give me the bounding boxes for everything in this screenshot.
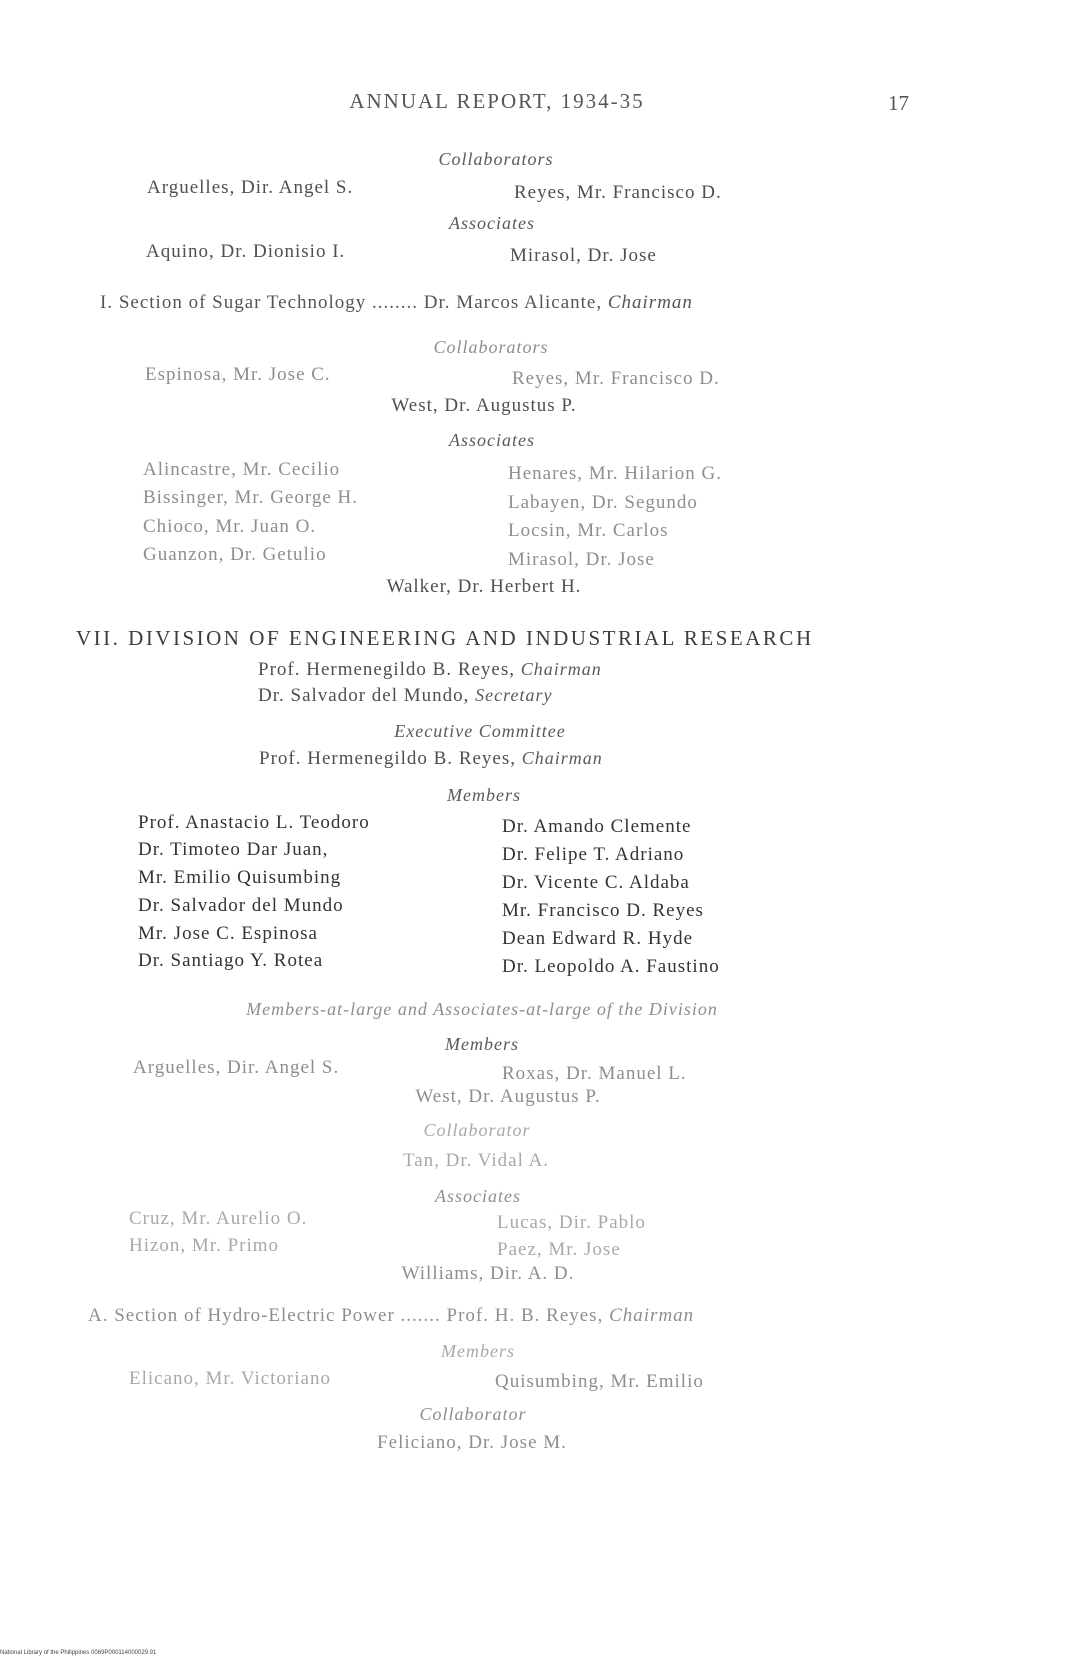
member-left: Dr. Timoteo Dar Juan, bbox=[138, 839, 329, 860]
name-centered: West, Dr. Augustus P. bbox=[415, 1086, 601, 1107]
name-right: Paez, Mr. Jose bbox=[497, 1239, 621, 1260]
officer-name: Prof. Hermenegildo B. Reyes, bbox=[258, 659, 516, 680]
officer-title: Chairman bbox=[520, 659, 602, 679]
chairman-label: Chairman bbox=[609, 1305, 695, 1326]
name-right: Mirasol, Dr. Jose bbox=[510, 245, 657, 266]
subheading-members: Members bbox=[441, 1341, 515, 1361]
name-left: Guanzon, Dr. Getulio bbox=[143, 544, 327, 565]
name-centered: Feliciano, Dr. Jose M. bbox=[377, 1432, 567, 1453]
running-header: ANNUAL REPORT, 1934-35 bbox=[349, 89, 645, 113]
name-left: Cruz, Mr. Aurelio O. bbox=[129, 1208, 308, 1229]
officer-line bbox=[258, 660, 602, 679]
subheading-associates: Associates bbox=[449, 213, 535, 233]
name-right: Quisumbing, Mr. Emilio bbox=[495, 1371, 704, 1392]
member-right: Dr. Amando Clemente bbox=[502, 816, 692, 837]
name-left: Hizon, Mr. Primo bbox=[129, 1235, 280, 1256]
section-text: A. Section of Hydro-Electric Power ....... Prof. H. B. Reyes, bbox=[88, 1305, 604, 1326]
section-text: I. Section of Sugar Technology ........ Dr. Marcos Alicante, bbox=[100, 292, 603, 313]
subheading-members: Members bbox=[447, 785, 521, 805]
division-heading: VII. DIVISION OF ENGINEERING AND INDUSTRIAL RESEARCH bbox=[76, 626, 814, 650]
officer-name: Dr. Salvador del Mundo, bbox=[258, 685, 470, 706]
member-left: Prof. Anastacio L. Teodoro bbox=[138, 812, 370, 833]
member-right: Dr. Felipe T. Adriano bbox=[502, 844, 685, 865]
name-right: Reyes, Mr. Francisco D. bbox=[512, 368, 720, 389]
name-right: Locsin, Mr. Carlos bbox=[508, 520, 669, 541]
name-left: Arguelles, Dir. Angel S. bbox=[133, 1057, 340, 1078]
name-left: Espinosa, Mr. Jose C. bbox=[145, 364, 331, 385]
member-left: Dr. Salvador del Mundo bbox=[138, 895, 344, 916]
name-right: Reyes, Mr. Francisco D. bbox=[514, 182, 722, 203]
chairman-label: Chairman bbox=[607, 292, 693, 313]
name-centered: West, Dr. Augustus P. bbox=[391, 395, 577, 416]
member-left: Dr. Santiago Y. Rotea bbox=[138, 950, 324, 971]
subheading-collaborators: Collaborators bbox=[438, 149, 554, 169]
name-left: Elicano, Mr. Victoriano bbox=[129, 1368, 331, 1389]
subheading-members-at-large: Members-at-large and Associates-at-large of the Division bbox=[246, 999, 718, 1019]
officer-line bbox=[259, 749, 603, 768]
officer-title: Chairman bbox=[521, 748, 603, 768]
member-left: Mr. Jose C. Espinosa bbox=[138, 923, 318, 944]
subheading-associates: Associates bbox=[449, 430, 535, 450]
scan-footer: National Library of the Philippines 0069P000114000029.91 bbox=[0, 1650, 157, 1656]
name-left: Alincastre, Mr. Cecilio bbox=[143, 459, 341, 480]
member-right: Dr. Vicente C. Aldaba bbox=[502, 872, 690, 893]
officer-title: Secretary bbox=[475, 685, 553, 705]
name-left: Aquino, Dr. Dionisio I. bbox=[146, 241, 346, 262]
member-right: Dr. Leopoldo A. Faustino bbox=[502, 956, 720, 977]
officer-name: Prof. Hermenegildo B. Reyes, bbox=[259, 748, 517, 769]
name-centered: Tan, Dr. Vidal A. bbox=[402, 1150, 550, 1171]
section-heading-hydro-electric-power bbox=[88, 1306, 694, 1325]
name-right: Roxas, Dr. Manuel L. bbox=[502, 1063, 687, 1084]
name-left: Arguelles, Dir. Angel S. bbox=[147, 177, 354, 198]
name-right: Henares, Mr. Hilarion G. bbox=[508, 463, 722, 484]
member-left: Mr. Emilio Quisumbing bbox=[138, 867, 342, 888]
subheading-associates: Associates bbox=[435, 1186, 521, 1206]
subheading-executive-committee: Executive Committee bbox=[394, 721, 566, 741]
subheading-collaborator: Collaborator bbox=[423, 1120, 531, 1140]
name-left: Bissinger, Mr. George H. bbox=[143, 487, 358, 508]
subheading-members: Members bbox=[445, 1034, 519, 1054]
subheading-collaborator: Collaborator bbox=[419, 1404, 527, 1424]
section-heading-sugar-technology bbox=[100, 293, 693, 312]
page-number: 17 bbox=[888, 91, 909, 115]
name-right: Mirasol, Dr. Jose bbox=[508, 549, 655, 570]
officer-line bbox=[258, 686, 552, 705]
name-centered: Walker, Dr. Herbert H. bbox=[386, 576, 582, 597]
name-centered: Williams, Dir. A. D. bbox=[401, 1263, 575, 1284]
subheading-collaborators: Collaborators bbox=[433, 337, 549, 357]
name-right: Lucas, Dir. Pablo bbox=[497, 1212, 646, 1233]
name-left: Chioco, Mr. Juan O. bbox=[143, 516, 317, 537]
name-right: Labayen, Dr. Segundo bbox=[508, 492, 698, 513]
member-right: Dean Edward R. Hyde bbox=[502, 928, 694, 949]
member-right: Mr. Francisco D. Reyes bbox=[502, 900, 704, 921]
